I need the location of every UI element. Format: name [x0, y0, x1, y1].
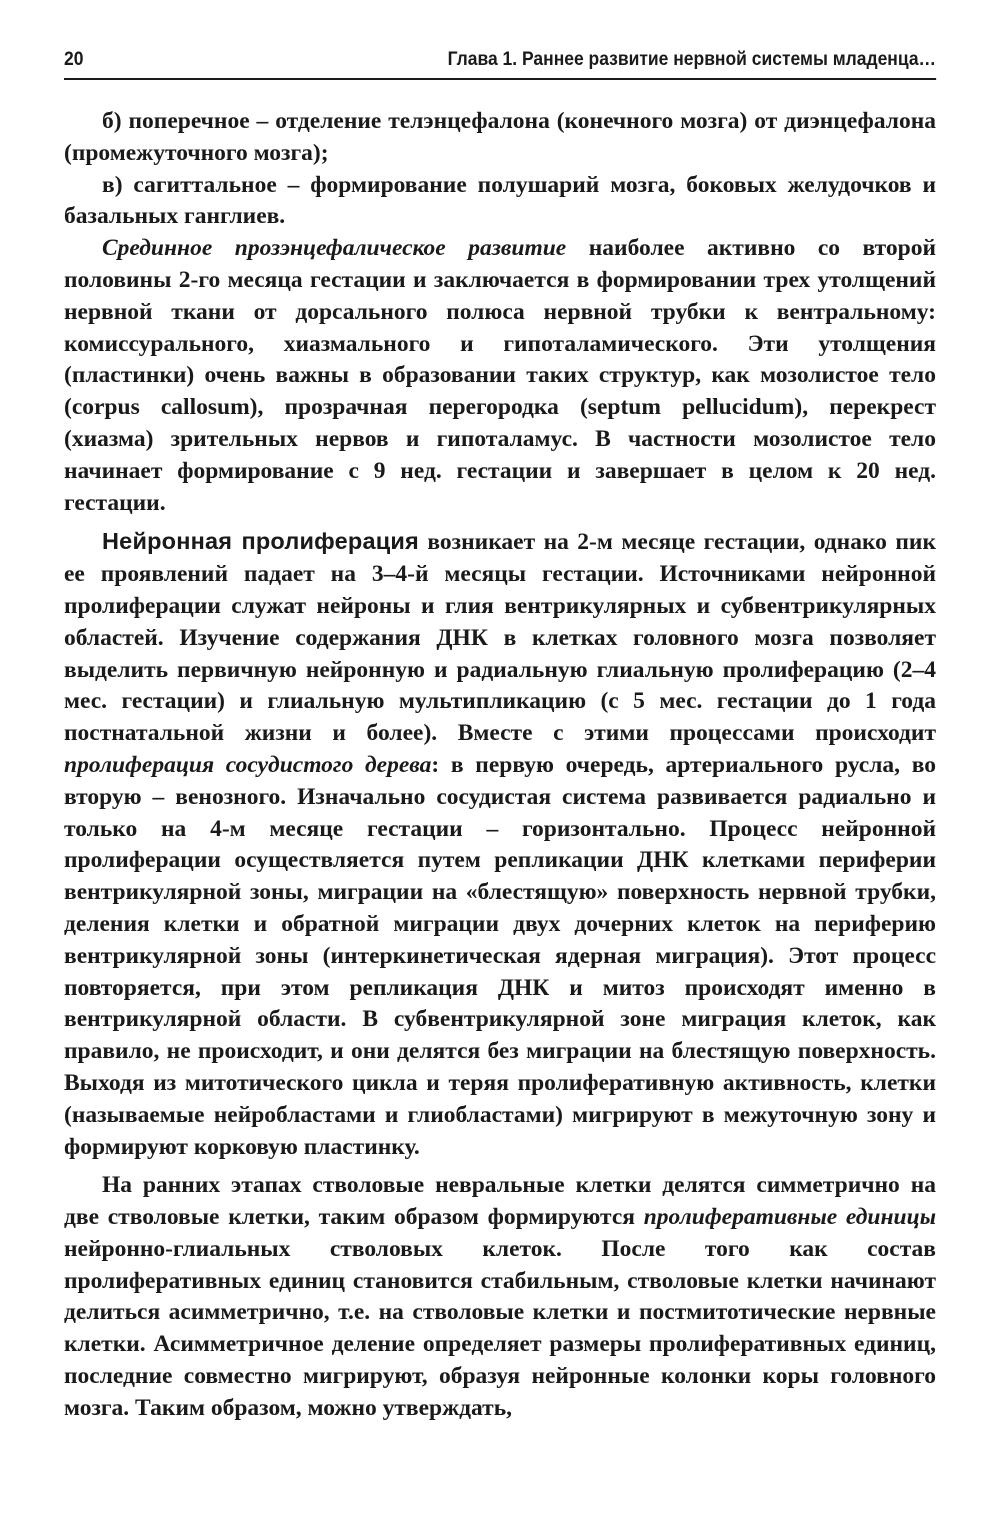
running-header — [64, 48, 936, 80]
term-prosencephalic-development: Срединное прозэнцефалическое развитие — [102, 235, 567, 262]
paragraph-prosencephalic-development — [64, 233, 936, 519]
term-vascular-proliferation: пролиферация сосудистого дерева — [64, 751, 432, 778]
paragraph-text: возникает на 2-м месяце гестации, однако пик ее проявлений падает на 3–4-й месяцы гестации. Источниками нейронной пролиферации служат нейроны и глия вентрикулярных и субвентрикулярных областей. Изучение содержания ДНК в клетках головного мозга позволяет выделить первичную нейронную и радиальную глиальную пролиферацию (2–4 мес. гестации) и глиальную мультипликацию (с 5 мес. гестации до 1 года постнатальной жизни и более). Вместе с этими процессами происходит — [64, 529, 936, 747]
paragraph-list-item-b: б) поперечное – отделение телэнцефалона (конечного мозга) от диэнцефалона (промежуточного мозга); — [64, 108, 936, 166]
running-title: Глава 1. Раннее развитие нервной системы младенца… — [447, 49, 937, 70]
paragraph-neuronal-proliferation — [64, 526, 936, 1163]
paragraph-list-item-c: в) сагиттальное – формирование полушарий мозга, боковых желудочков и базальных ганглиев. — [64, 171, 936, 230]
paragraph-stem-cells — [64, 1170, 936, 1424]
paragraph-text: : в первую очередь, артериального русла, во вторую – венозного. Изначально сосудистая система развивается радиально и только на 4-м месяце гестации – горизонтально. Процесс нейронной пролиферации осуществляется путем репликации ДНК клетками периферии вентрикулярной зоны, миграции на «блестящую» поверхность нервной трубки, деления клетки и обратной миграции двух дочерних клеток на периферию вентрикулярной зоны (интеркинетическая ядерная миграция). Этот процесс повторяется, при этом репликация ДНК и митоз происходят именно в вентрикулярной области. В субвентрикулярной зоне миграция клеток, как правило, не происходит, и они делятся без миграции на блестящую поверхность. Выходя из митотического цикла и теряя пролиферативную активность, клетки (называемые нейробластами и глиобластами) мигрируют в межуточную зону и формируют корковую пластинку. — [64, 751, 937, 1160]
page-number: 20 — [64, 49, 84, 70]
body-text — [64, 106, 936, 1425]
paragraph-text: наиболее активно со второй половины 2-го месяца гестации и заключается в формировании трех утолщений нервной ткани от дорсального полюса нервной трубки к вентральному: комиссурального, хиазмального и гипоталамического. Эти утолщения (пластинки) очень важны в образовании таких структур, как мозолистое тело (corpus callosum), прозрачная перегородка (septum pellucidum), перекрест (хиазма) зрительных нервов и гипоталамус. В частности мозолистое тело начинает формирование с 9 нед. гестации и завершает в целом к 20 нед. гестации. — [64, 235, 936, 516]
book-page — [64, 48, 936, 1425]
paragraph-text: нейронно-глиальных стволовых клеток. После того как состав пролиферативных единиц становится стабильным, стволовые клетки начинают делиться асимметрично, т.е. на стволовые клетки и постмитотические нервные клетки. Асимметричное деление определяет размеры пролиферативных единиц, последние совместно мигрируют, образуя нейронные колонки коры головного мозга. Таким образом, можно утверждать, — [64, 1235, 936, 1421]
paragraph-text: На ранних этапах стволовые невральные клетки делятся симметрично на две стволовые клетки, таким образом формируются — [64, 1172, 936, 1231]
term-neuronal-proliferation: Нейронная пролиферация — [102, 528, 419, 555]
term-proliferative-units: пролиферативные единицы — [643, 1204, 936, 1231]
